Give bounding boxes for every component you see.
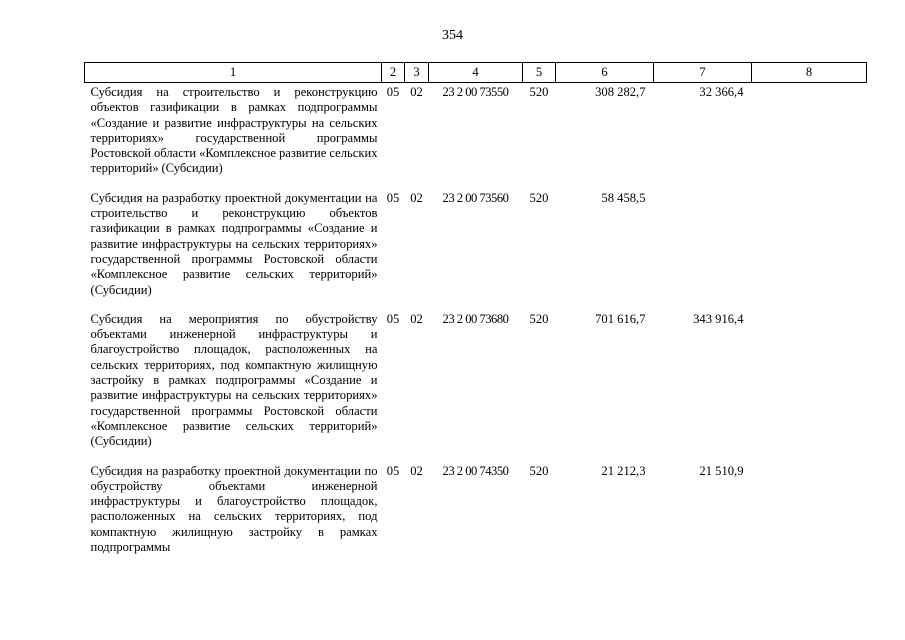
row-description: Субсидия на мероприятия по обустройству объектами инженерной инфраструктуры и благоустройство площадок, расположенных на сельских территориях, под компактную жилищную застройку в рамках подпрограммы «Создание и развитие инфраструктуры на сельских территориях» государственной программы Ростовской области «Комплексное развитие сельских территорий» (Субсидии) [90, 311, 378, 449]
row-subsection-code: 02 [410, 190, 423, 205]
row-section-code: 05 [386, 190, 400, 205]
page-number: 354 [442, 28, 463, 43]
row-section-code: 05 [386, 463, 400, 478]
row-amount-7: 32 366,4 [699, 85, 744, 99]
table-row [85, 462, 867, 568]
row-target-code: 23 2 00 73680 [442, 311, 509, 326]
column-header-3: 3 [405, 63, 429, 83]
row-amount-7: 343 916,4 [693, 311, 744, 326]
row-description: Субсидия на разработку проектной документации по обустройству объектами инженерной инфраструктуры и благоустройство площадок, расположенных на сельских территориях, под компактную жилищную застройку в рамках подпрограммы [90, 463, 378, 555]
row-section-code: 05 [386, 85, 400, 99]
table-row [85, 310, 867, 462]
row-description: Субсидия на разработку проектной документации на строительство и реконструкцию объектов газификации в рамках подпрограммы «Создание и развитие инфраструктуры на сельских территориях» государственной программы Ростовской области «Комплексное развитие сельских территорий» (Субсидии) [90, 190, 378, 297]
row-target-code: 23 2 00 74350 [442, 463, 509, 478]
row-amount-8 [752, 462, 867, 568]
column-header-1: 1 [85, 63, 382, 83]
row-amount-8 [752, 310, 867, 462]
column-header-2: 2 [382, 63, 405, 83]
table-row [85, 189, 867, 310]
row-target-code: 23 2 00 73560 [442, 190, 509, 205]
row-subsection-code: 02 [410, 311, 423, 326]
budget-table [84, 62, 867, 567]
row-expense-type: 520 [529, 311, 549, 326]
table-header-row [85, 63, 867, 83]
column-header-4: 4 [429, 63, 523, 83]
column-header-8: 8 [752, 63, 867, 83]
row-subsection-code: 02 [410, 85, 423, 99]
row-amount-6: 21 212,3 [601, 463, 646, 478]
row-amount-7 [654, 189, 752, 310]
row-amount-6: 701 616,7 [595, 311, 646, 326]
row-amount-6: 308 282,7 [595, 85, 646, 99]
row-amount-8 [752, 189, 867, 310]
row-section-code: 05 [386, 311, 400, 326]
row-amount-8 [752, 83, 867, 189]
table-row [85, 83, 867, 189]
row-expense-type: 520 [529, 85, 549, 99]
row-amount-7: 21 510,9 [699, 463, 744, 478]
row-subsection-code: 02 [410, 463, 423, 478]
column-header-6: 6 [556, 63, 654, 83]
row-amount-6: 58 458,5 [601, 190, 646, 205]
row-expense-type: 520 [529, 190, 549, 205]
column-header-5: 5 [523, 63, 556, 83]
row-expense-type: 520 [529, 463, 549, 478]
row-target-code: 23 2 00 73550 [442, 85, 509, 99]
row-description: Субсидия на строительство и реконструкцию объектов газификации в рамках подпрограммы «Создание и развитие инфраструктуры на сельских территориях» государственной программы Ростовской области «Комплексное развитие сельских территорий» (Субсидии) [90, 85, 378, 176]
column-header-7: 7 [654, 63, 752, 83]
